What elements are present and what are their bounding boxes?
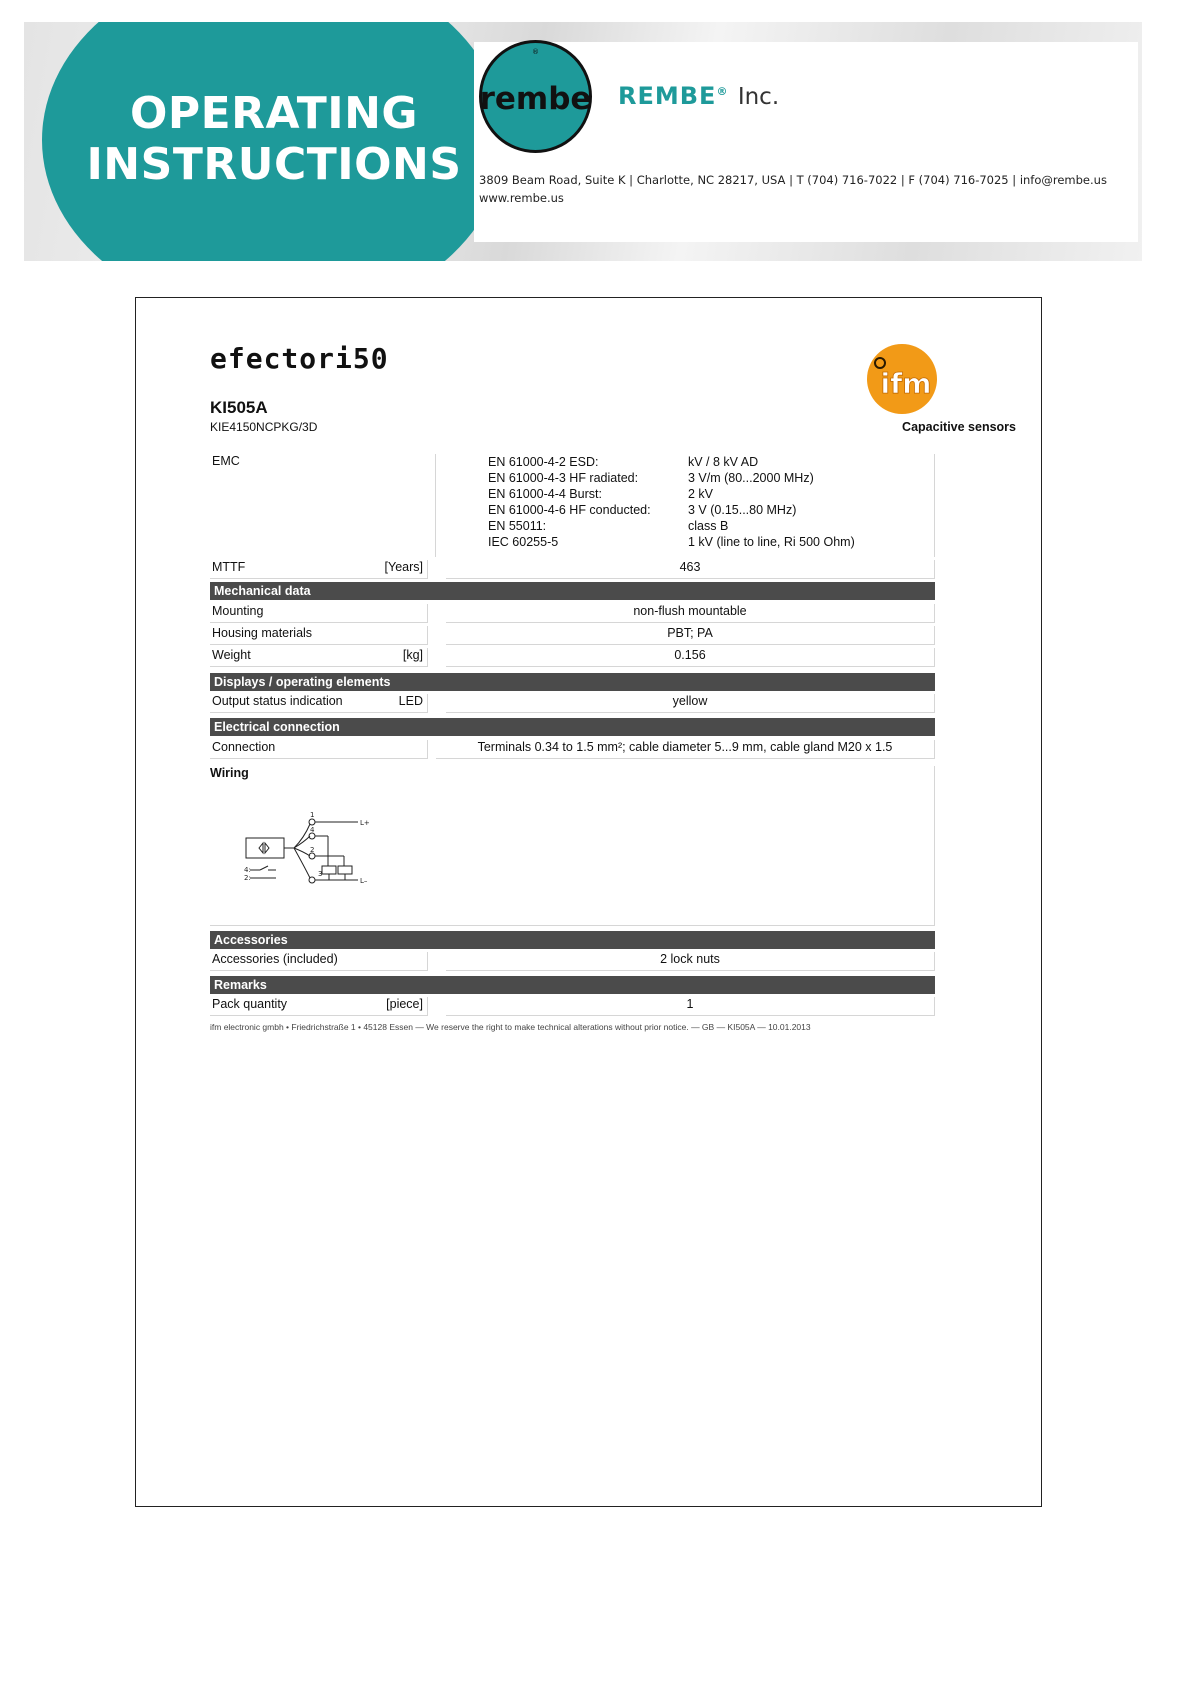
ifm-logo-icon [866,343,938,415]
section-displays: Displays / operating elements [210,673,935,691]
rembe-logo-text: rembe [479,81,592,117]
datasheet-frame [135,297,1042,1507]
emc-standards [488,454,651,550]
accessories-value: 2 lock nuts [446,952,935,971]
terminal-4: 4 [310,826,315,834]
ifm-logo-text: ifm [880,367,932,400]
emc-value: 2 kV [688,487,714,501]
company-name-text: REMBE [618,82,717,110]
emc-values [688,454,855,550]
connection-label: Connection [210,740,428,759]
weight-label: Weight [212,648,251,662]
connection-value: Terminals 0.34 to 1.5 mm²; cable diameter 5...9 mm, cable gland M20 x 1.5 [436,740,935,759]
mounting-row [210,604,935,623]
connection-row [210,740,935,759]
emc-standard: IEC 60255-5 [488,535,559,549]
emc-value: 3 V/m (80...2000 MHz) [688,471,814,485]
company-address: 3809 Beam Road, Suite K | Charlotte, NC 28217, USA | T (704) 716-7022 | F (704) 716-7025 | info@rembe.us [479,173,1107,187]
emc-standard: EN 61000-4-6 HF conducted: [488,503,651,517]
mounting-value: non-flush mountable [446,604,935,623]
section-remarks: Remarks [210,976,935,994]
mttf-value: 463 [446,560,935,579]
banner-title-line2: INSTRUCTIONS [86,139,462,190]
output-value: yellow [446,694,935,713]
pack-value: 1 [446,997,935,1016]
housing-label: Housing materials [210,626,428,645]
terminal-1: 1 [310,811,315,819]
mttf-unit: [Years] [384,560,423,574]
company-suffix: Inc. [737,84,780,110]
terminal-3: 3 [318,870,323,878]
section-mechanical: Mechanical data [210,582,935,600]
accessories-label: Accessories (included) [210,952,428,971]
terminal-2: 2 [310,846,315,854]
svg-text:®: ® [532,48,539,56]
switch-4-label: 4: [244,866,251,874]
model-number: KI505A [210,398,268,417]
housing-row [210,626,935,645]
emc-value: 1 kV (line to line, Ri 500 Ohm) [688,535,855,549]
output-row [210,694,935,713]
mounting-label: Mounting [210,604,428,623]
wiring-diagram [244,808,374,888]
emc-standard: EN 61000-4-4 Burst: [488,487,602,501]
order-code: KIE4150NCPKG/3D [210,420,318,434]
banner-title-line1: OPERATING [129,88,419,139]
housing-value: PBT; PA [446,626,935,645]
switch-2-label: 2: [244,874,251,882]
weight-row [210,648,935,667]
l-plus-label: L+ [360,819,370,827]
output-label-cell [210,694,428,713]
emc-value: kV / 8 kV AD [688,455,759,469]
company-website[interactable]: www.rembe.us [479,191,564,205]
mttf-label-cell [210,560,428,579]
weight-unit: [kg] [402,648,423,662]
pack-label-cell [210,997,428,1016]
company-name [618,82,779,110]
wiring-label: Wiring [210,766,249,780]
datasheet-footer: ifm electronic gmbh • Friedrichstraße 1 • 45128 Essen — We reserve the right to make technical alterations without prior notice. — GB — KI505A — 10.01.2013 [210,1022,811,1032]
pack-unit: [piece] [386,997,423,1011]
section-electrical: Electrical connection [210,718,935,736]
emc-value: 3 V (0.15...80 MHz) [688,503,797,517]
company-reg-mark: ® [716,85,729,98]
emc-standard: EN 61000-4-2 ESD: [488,455,599,469]
section-accessories: Accessories [210,931,935,949]
output-unit: LED [398,694,423,708]
product-category: Capacitive sensors [902,420,1016,434]
efector-brand: efectori50 [210,342,389,375]
pack-row [210,997,935,1016]
emc-value: class B [688,519,729,533]
rembe-logo-icon [478,39,593,154]
emc-row [210,454,935,557]
banner-title [84,88,464,190]
emc-standard: EN 55011: [488,519,547,533]
mttf-label: MTTF [212,560,246,574]
emc-label: EMC [210,454,436,557]
weight-value: 0.156 [446,648,935,667]
l-minus-label: L– [360,877,368,885]
weight-label-cell [210,648,428,667]
accessories-row [210,952,935,971]
emc-standard: EN 61000-4-3 HF radiated: [488,471,639,485]
output-label: Output status indication [212,694,343,708]
mttf-row [210,560,935,579]
pack-label: Pack quantity [212,997,288,1011]
